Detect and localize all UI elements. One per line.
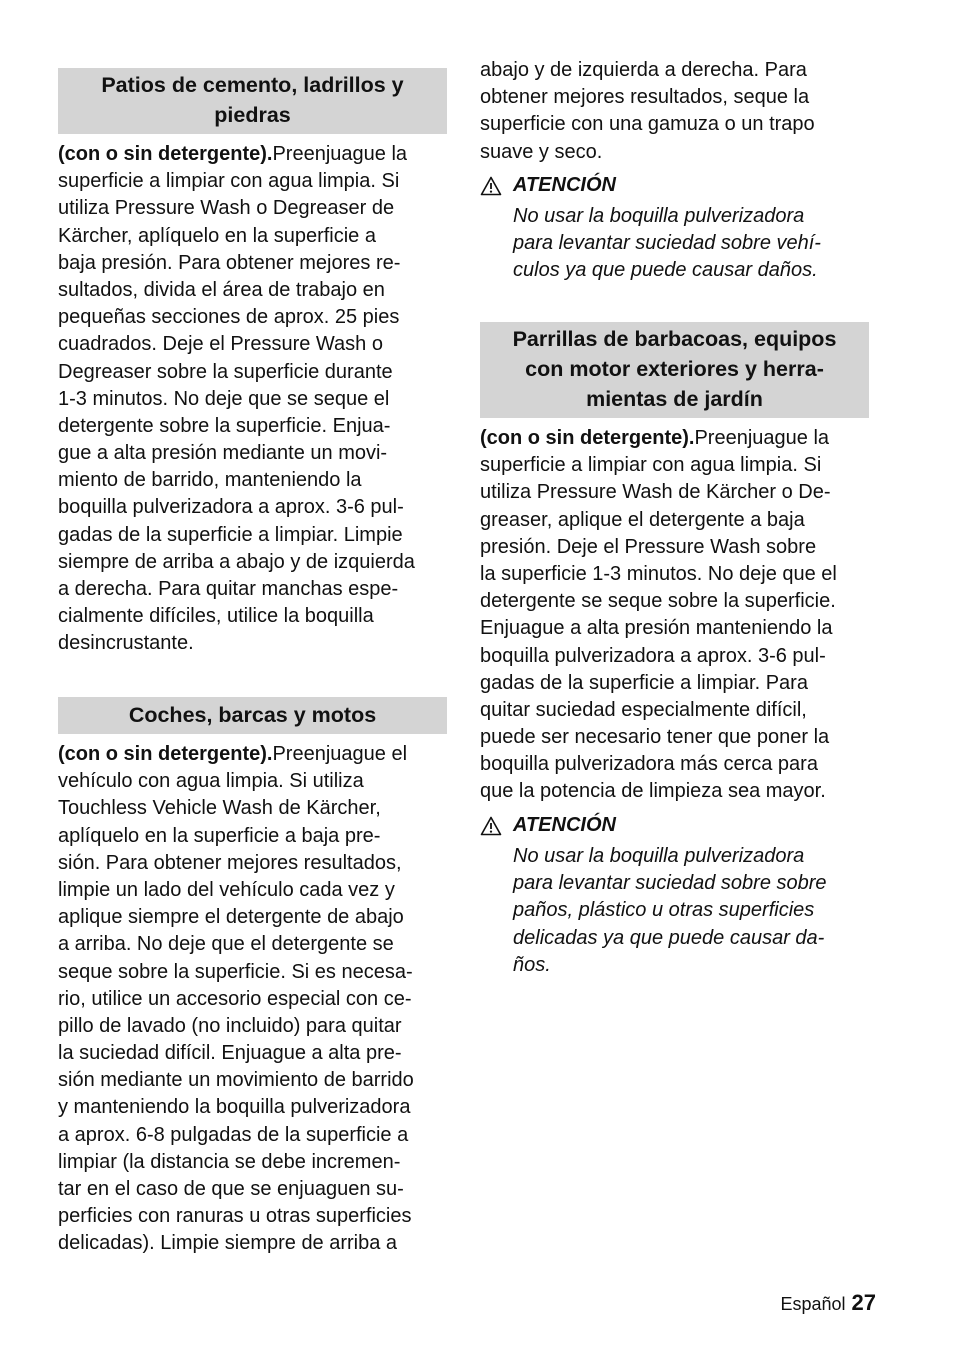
paragraph-line: a arriba. No deje que el detergente se [58, 933, 394, 956]
page-number: 27 [851, 1290, 876, 1315]
heading-line: piedras [214, 103, 291, 127]
paragraph-line: detergente sobre la superficie. Enjua- [58, 414, 391, 437]
paragraph-line: gadas de la superficie a limpiar. Limpie [58, 523, 403, 546]
section-heading-patios [58, 68, 447, 134]
warning-triangle-icon [480, 176, 502, 196]
paragraph-line: obtener mejores resultados, seque la [480, 86, 810, 109]
warning-label: ATENCIÓN [513, 174, 616, 196]
paragraph-line: seque sobre la superficie. Si es necesa- [58, 960, 413, 983]
paragraph-line: Kärcher, aplíquelo en la superficie a [58, 224, 376, 247]
paragraph-line: greaser, aplique el detergente a baja [480, 508, 805, 531]
heading-line: Coches, barcas y motos [128, 703, 377, 727]
paragraph-line: la suciedad difícil. Enjuague a alta pre- [58, 1042, 402, 1065]
paragraph-line: baja presión. Para obtener mejores re- [58, 251, 401, 274]
warning-line: delicadas ya que puede causar da- [513, 926, 825, 949]
warning-body-2 [513, 843, 827, 979]
warning-line: No usar la boquilla pulverizadora [513, 845, 805, 867]
heading-line: con motor exteriores y herra- [525, 357, 824, 381]
warning-line: No usar la boquilla pulverizadora [513, 205, 805, 227]
heading-line: mientas de jardín [586, 387, 763, 411]
paragraph-line: a derecha. Para quitar manchas espe- [58, 578, 399, 600]
paragraph-line: aplique siempre el detergente de abajo [58, 906, 404, 929]
paragraph-line: abajo y de izquierda a derecha. Para [480, 59, 807, 81]
detergent-note: (con o sin detergente). [58, 143, 273, 165]
section-heading-parrillas [480, 322, 869, 418]
footer-language: Español [780, 1294, 846, 1314]
paragraph-line: presión. Deje el Pressure Wash sobre [480, 535, 817, 558]
warning-title-1 [480, 172, 616, 199]
paragraph-line: perficies con ranuras u otras superficies [58, 1205, 412, 1228]
paragraph-line: siempre de arriba a abajo y de izquierda [58, 550, 415, 573]
paragraph-line: pillo de lavado (no incluido) para quitar [58, 1014, 402, 1037]
section-body-coches [58, 741, 414, 1258]
paragraph-line: rio, utilice un accesorio especial con ce- [58, 987, 412, 1010]
warning-triangle-icon [480, 816, 502, 836]
heading-line: Parrillas de barbacoas, equipos [512, 327, 837, 351]
paragraph-first-line: (con o sin detergente).Preenjuague el [58, 743, 408, 765]
paragraph-line: cuadrados. Deje el Pressure Wash o [58, 333, 383, 356]
paragraph-line: la superficie 1-3 minutos. No deje que el [480, 562, 837, 585]
paragraph-first-line: (con o sin detergente).Preenjuague la [58, 143, 408, 165]
paragraph-line: superficie con una gamuza o un trapo [480, 113, 815, 136]
paragraph-line: limpiar (la distancia se debe incremen- [58, 1150, 401, 1173]
paragraph-line: superficie a limpiar con agua limpia. Si [58, 170, 400, 193]
paragraph-line: detergente se seque sobre la superficie. [480, 590, 836, 613]
continuation-text [480, 57, 815, 166]
warning-line: paños, plástico u otras superficies [513, 899, 815, 922]
paragraph-line: Touchless Vehicle Wash de Kärcher, [58, 797, 381, 820]
warning-line: para levantar suciedad sobre sobre [513, 872, 827, 895]
paragraph-line: boquilla pulverizadora a aprox. 3-6 pul- [58, 496, 404, 519]
warning-title-2 [480, 812, 616, 839]
paragraph-line: gue a alta presión mediante un movi- [58, 442, 388, 465]
section-body-parrillas [480, 425, 837, 806]
paragraph-line: miento de barrido, manteniendo la [58, 469, 362, 492]
paragraph-line: desincrustante. [58, 632, 194, 655]
warning-line: ños. [513, 953, 551, 976]
paragraph-line: aplíquelo en la superficie a baja pre- [58, 824, 381, 847]
paragraph-line: utiliza Pressure Wash o Degreaser de [58, 197, 395, 220]
paragraph-line: utiliza Pressure Wash de Kärcher o De- [480, 481, 831, 504]
section-heading-coches [58, 697, 447, 734]
paragraph-line: 1-3 minutos. No deje que se seque el [58, 387, 390, 410]
section-body-patios [58, 141, 415, 658]
paragraph-line: cialmente difíciles, utilice la boquilla [58, 605, 374, 628]
warning-line: para levantar suciedad sobre vehí- [513, 232, 821, 255]
paragraph-line: Degreaser sobre la superficie durante [58, 360, 393, 383]
paragraph-line: sión mediante un movimiento de barrido [58, 1069, 414, 1092]
paragraph-line: sión. Para obtener mejores resultados, [58, 851, 402, 874]
paragraph-line: boquilla pulverizadora más cerca para [480, 753, 818, 776]
paragraph-line: sultados, divida el área de trabajo en [58, 278, 385, 301]
warning-body-1 [513, 203, 821, 285]
paragraph-line: pequeñas secciones de aprox. 25 pies [58, 306, 400, 329]
paragraph-line: quitar suciedad especialmente difícil, [480, 698, 807, 721]
paragraph-line: vehículo con agua limpia. Si utiliza [58, 770, 364, 793]
paragraph-line: boquilla pulverizadora a aprox. 3-6 pul- [480, 644, 826, 667]
detergent-note: (con o sin detergente). [480, 427, 695, 449]
paragraph-line: limpie un lado del vehículo cada vez y [58, 878, 395, 901]
paragraph-line: delicadas). Limpie siempre de arriba a [58, 1232, 398, 1255]
paragraph-line: que la potencia de limpieza sea mayor. [480, 780, 826, 803]
paragraph-line: y manteniendo la boquilla pulverizadora [58, 1096, 411, 1119]
paragraph-line: tar en el caso de que se enjuaguen su- [58, 1178, 404, 1200]
paragraph-line: puede ser necesario tener que poner la [480, 726, 830, 749]
paragraph-line: suave y seco. [480, 140, 603, 163]
warning-line: culos ya que puede causar daños. [513, 259, 818, 282]
heading-line: Patios de cemento, ladrillos y [101, 73, 404, 97]
paragraph-line: a aprox. 6-8 pulgadas de la superficie a [58, 1123, 409, 1146]
paragraph-line: Enjuague a alta presión manteniendo la [480, 617, 833, 640]
page-footer [780, 1290, 876, 1316]
paragraph-line: superficie a limpiar con agua limpia. Si [480, 454, 822, 477]
detergent-note: (con o sin detergente). [58, 743, 273, 765]
paragraph-line: gadas de la superficie a limpiar. Para [480, 671, 808, 694]
paragraph-first-line: (con o sin detergente).Preenjuague la [480, 427, 830, 449]
warning-label: ATENCIÓN [513, 814, 616, 836]
